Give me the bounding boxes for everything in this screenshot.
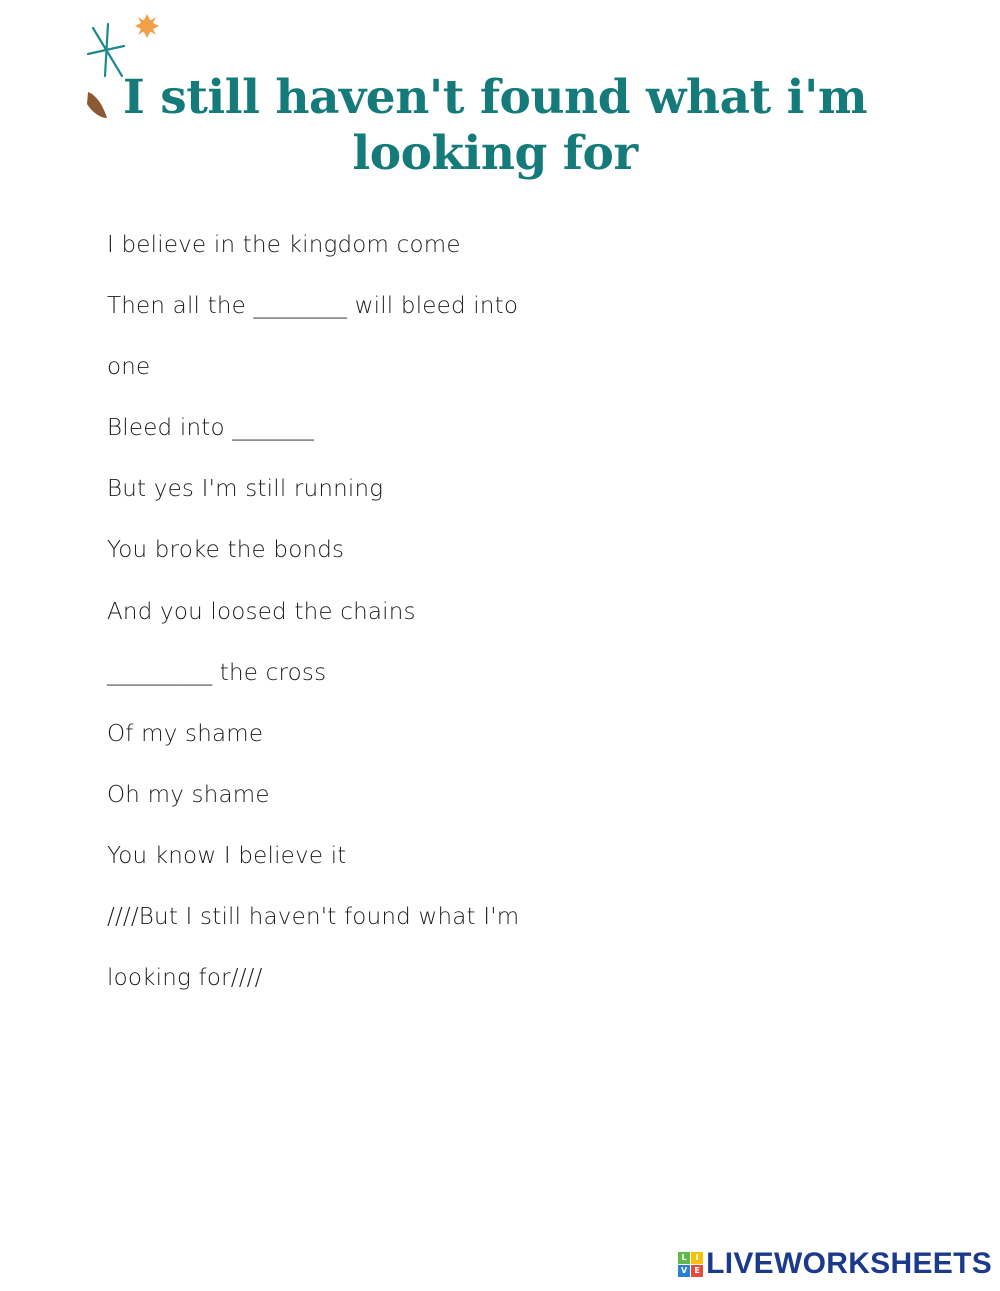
lyric-line: looking for//// <box>107 965 263 992</box>
teal-sparkle-icon <box>88 24 124 76</box>
logo-letter: V <box>678 1265 690 1277</box>
lyric-line: Oh my shame <box>107 781 270 808</box>
lyric-line: You broke the bonds <box>107 537 345 564</box>
lyric-line: Then all the ________ will bleed into <box>107 293 519 320</box>
lyrics-list <box>107 215 519 1009</box>
lyric-line: Of my shame <box>107 720 264 747</box>
lyric-line: You know I believe it <box>107 842 347 869</box>
lyric-line: I believe in the kingdom come <box>107 232 461 258</box>
logo-letter: E <box>691 1265 703 1277</box>
logo-letter: I <box>691 1252 703 1264</box>
orange-burst-icon <box>135 14 159 38</box>
lyric-line: And you loosed the chains <box>107 598 416 625</box>
lyric-line: ////But I still haven't found what I'm <box>107 904 520 931</box>
liveworksheets-brand[interactable] <box>678 1247 992 1281</box>
lyric-line: one <box>107 354 151 381</box>
brand-name: LIVEWORKSHEETS <box>706 1247 992 1280</box>
lyric-line: Bleed into _______ <box>107 415 315 442</box>
logo-letter: L <box>678 1252 690 1264</box>
liveworksheets-logo-icon <box>678 1252 703 1277</box>
page-title: I still haven't found what i'm looking for <box>122 70 868 181</box>
lyric-line: _________ the cross <box>107 659 327 686</box>
lyric-line: But yes I'm still running <box>107 476 384 503</box>
